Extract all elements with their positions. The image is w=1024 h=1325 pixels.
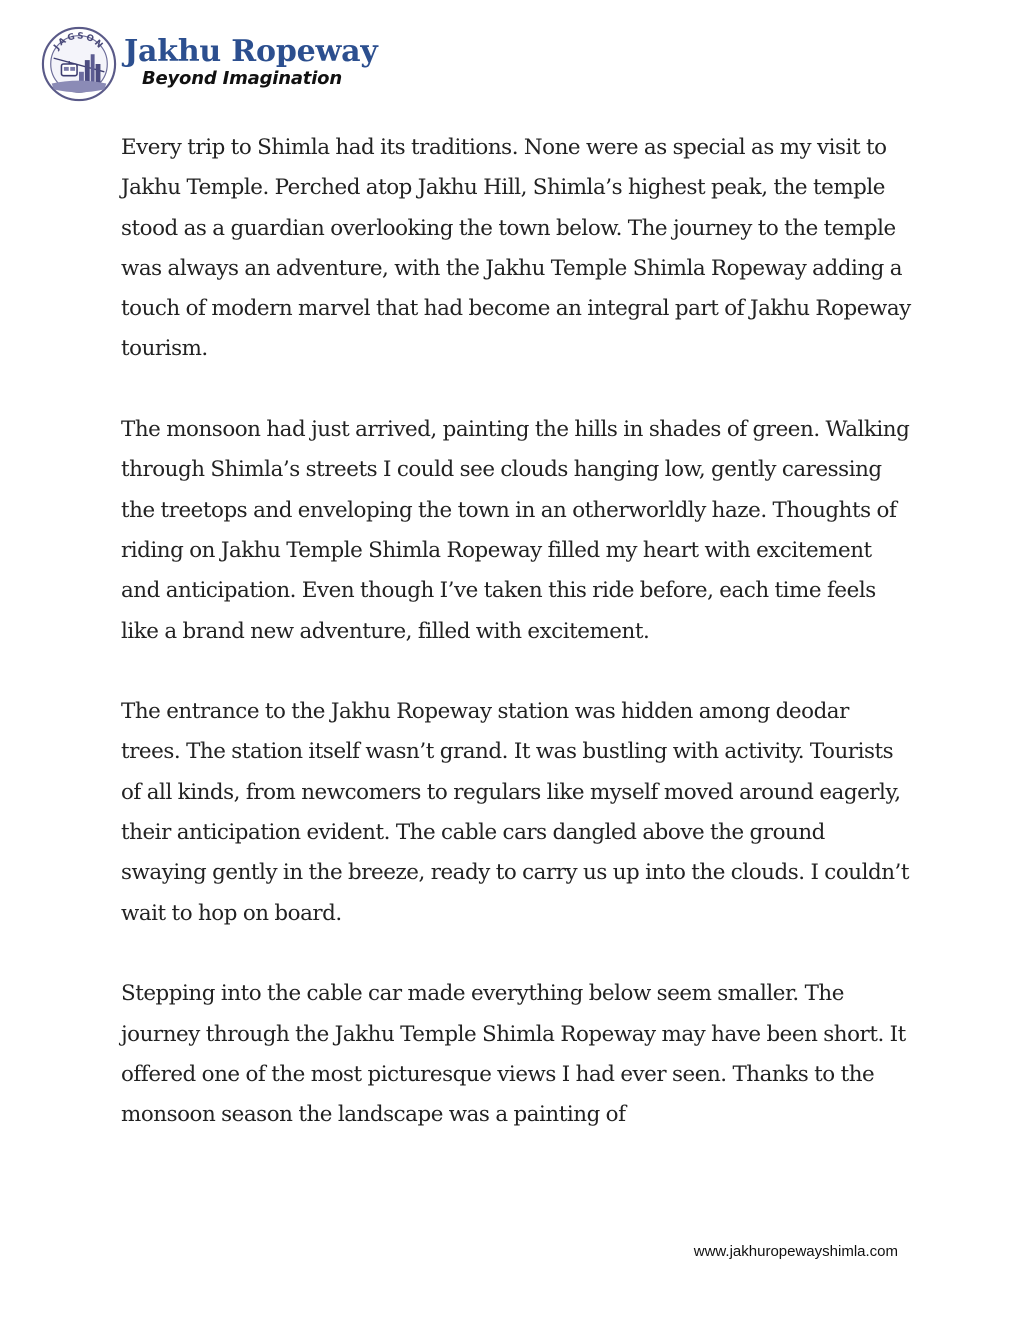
paragraph-4: Stepping into the cable car made everything below seem smaller. The journey through the Jakhu Temple Shimla Ropeway may have been short. It offered one of the most picturesque views I had ever seen. Thanks to the monsoon season the landscape was a painting of [121,981,906,1128]
article-body [121,128,911,1176]
page-header [40,26,380,102]
paragraph-3: The entrance to the Jakhu Ropeway station was hidden among deodar trees. The station itself wasn’t grand. It was bustling with activity. Tourists of all kinds, from newcomers to regulars like myself moved around eagerly, their anticipation evident. The cable cars dangled above the ground swaying gently in the breeze, ready to carry us up into the clouds. I couldn’t wait to hop on board. [121,699,910,926]
jagson-seal-logo-icon [40,25,118,103]
brand-lockup [124,33,378,89]
brand-tagline: Beyond Imagination [142,67,342,89]
brand-name: Jakhu Ropeway [124,33,378,69]
paragraph-1: Every trip to Shimla had its traditions. None were as special as my visit to Jakhu Temple. Perched atop Jakhu Hill, Shimla’s highest peak, the temple stood as a guardian overlooking the town below. The journey to the temple was always an adventure, with the Jakhu Temple Shimla Ropeway adding a touch of modern marvel that had become an integral part of Jakhu Ropeway tourism. [121,135,911,362]
paragraph-2: The monsoon had just arrived, painting the hills in shades of green. Walking through Shimla’s streets I could see clouds hanging low, gently caressing the treetops and enveloping the town in an otherworldly haze. Thoughts of riding on Jakhu Temple Shimla Ropeway filled my heart with excitement and anticipation. Even though I’ve taken this ride before, each time feels like a brand new adventure, filled with excitement. [121,417,910,644]
footer-website-url: www.jakhuropewayshimla.com [693,1243,898,1260]
svg-text:JAGSON: JAGSON [52,31,106,52]
